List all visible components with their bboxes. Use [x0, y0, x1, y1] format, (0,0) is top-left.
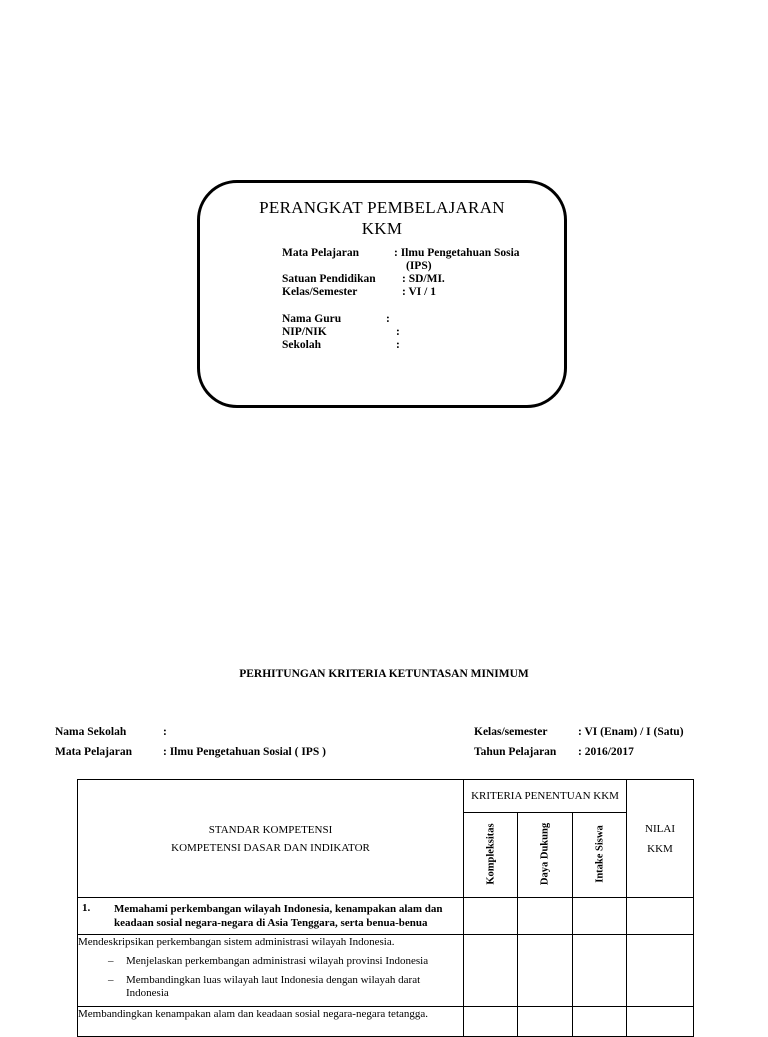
score-cell [627, 935, 694, 1007]
header-complexity-label: Kompleksitas [485, 823, 496, 885]
indicator-text: Menjelaskan perkembangan administrasi wilayah provinsi Indonesia [126, 955, 429, 967]
indicator [78, 974, 463, 1000]
table-row [78, 898, 694, 935]
basic-competency-text: Mendeskripsikan perkembangan sistem administrasi wilayah Indonesia. [78, 936, 395, 948]
meta-label: Nama Sekolah [55, 726, 127, 738]
header-standard-line1: STANDAR KOMPETENSI [208, 823, 333, 836]
meta-value: : 2016/2017 [578, 746, 634, 758]
cover-value: : [396, 339, 400, 351]
score-cell [518, 935, 573, 1007]
score-cell [627, 898, 694, 935]
header-complexity [464, 813, 518, 898]
score-cell [518, 898, 573, 935]
cover-value: (IPS) [406, 260, 432, 272]
standard-competency-cell [78, 898, 464, 935]
dash-bullet: – [108, 955, 114, 967]
cover-value: : [386, 313, 390, 325]
header-nilai [627, 780, 694, 898]
meta-label: Tahun Pelajaran [474, 746, 557, 758]
score-cell [518, 1007, 573, 1037]
score-cell [627, 1007, 694, 1037]
basic-competency-cell [78, 935, 464, 1007]
header-intake [573, 813, 627, 898]
meta-value: : VI (Enam) / I (Satu) [578, 726, 684, 738]
header-criteria: KRITERIA PENENTUAN KKM [464, 780, 627, 813]
dash-bullet: – [108, 974, 114, 986]
cover-label: NIP/NIK [282, 326, 327, 338]
cover-box [197, 180, 567, 408]
basic-competency-text: Membandingkan kenampakan alam dan keadaan sosial negara-negara tetangga. [78, 1008, 429, 1020]
cover-value: : [396, 326, 400, 338]
score-cell [573, 1007, 627, 1037]
header-nilai-line2: KKM [647, 842, 673, 855]
cover-title-line1: PERANGKAT PEMBELAJARAN [259, 198, 505, 217]
header-support-label: Daya Dukung [539, 822, 551, 886]
cover-label: Nama Guru [282, 313, 342, 325]
header-standard-line2: KOMPETENSI DASAR DAN INDIKATOR [171, 841, 370, 854]
cover-label: Satuan Pendidikan [282, 273, 376, 285]
meta-value: : [163, 726, 167, 738]
indicator [78, 955, 463, 968]
score-cell [573, 935, 627, 1007]
kkm-table [77, 779, 694, 1037]
cover-label: Kelas/Semester [282, 286, 358, 298]
cover-value: : Ilmu Pengetahuan Sosia [394, 247, 520, 259]
header-intake-label: Intake Siswa [594, 825, 605, 883]
header-standard [78, 780, 464, 898]
score-cell [464, 898, 518, 935]
cover-label: Sekolah [282, 339, 321, 351]
basic-competency-cell [78, 1007, 464, 1037]
score-cell [573, 898, 627, 935]
score-cell [464, 1007, 518, 1037]
score-cell [464, 935, 518, 1007]
cover-value: : SD/MI. [402, 273, 445, 285]
cover-title [200, 197, 564, 239]
standard-text: Memahami perkembangan wilayah Indonesia, kenampakan alam dan keadaan sosial negara-negara di Asia Tenggara, serta benua-benua [114, 903, 443, 929]
table-row [78, 1007, 694, 1037]
cover-value: : VI / 1 [402, 286, 436, 298]
document-title: PERHITUNGAN KRITERIA KETUNTASAN MINIMUM [239, 668, 529, 680]
meta-value: : Ilmu Pengetahuan Sosial ( IPS ) [163, 746, 326, 758]
standard-number: 1. [82, 902, 91, 914]
cover-label: Mata Pelajaran [282, 247, 359, 259]
meta-label: Mata Pelajaran [55, 746, 132, 758]
meta-label: Kelas/semester [474, 726, 548, 738]
table-row [78, 935, 694, 1007]
header-nilai-line1: NILAI [645, 822, 675, 835]
header-support [518, 813, 573, 898]
indicator-text: Membandingkan luas wilayah laut Indonesia dengan wilayah darat Indonesia [126, 974, 421, 999]
cover-title-line2: KKM [361, 219, 403, 238]
